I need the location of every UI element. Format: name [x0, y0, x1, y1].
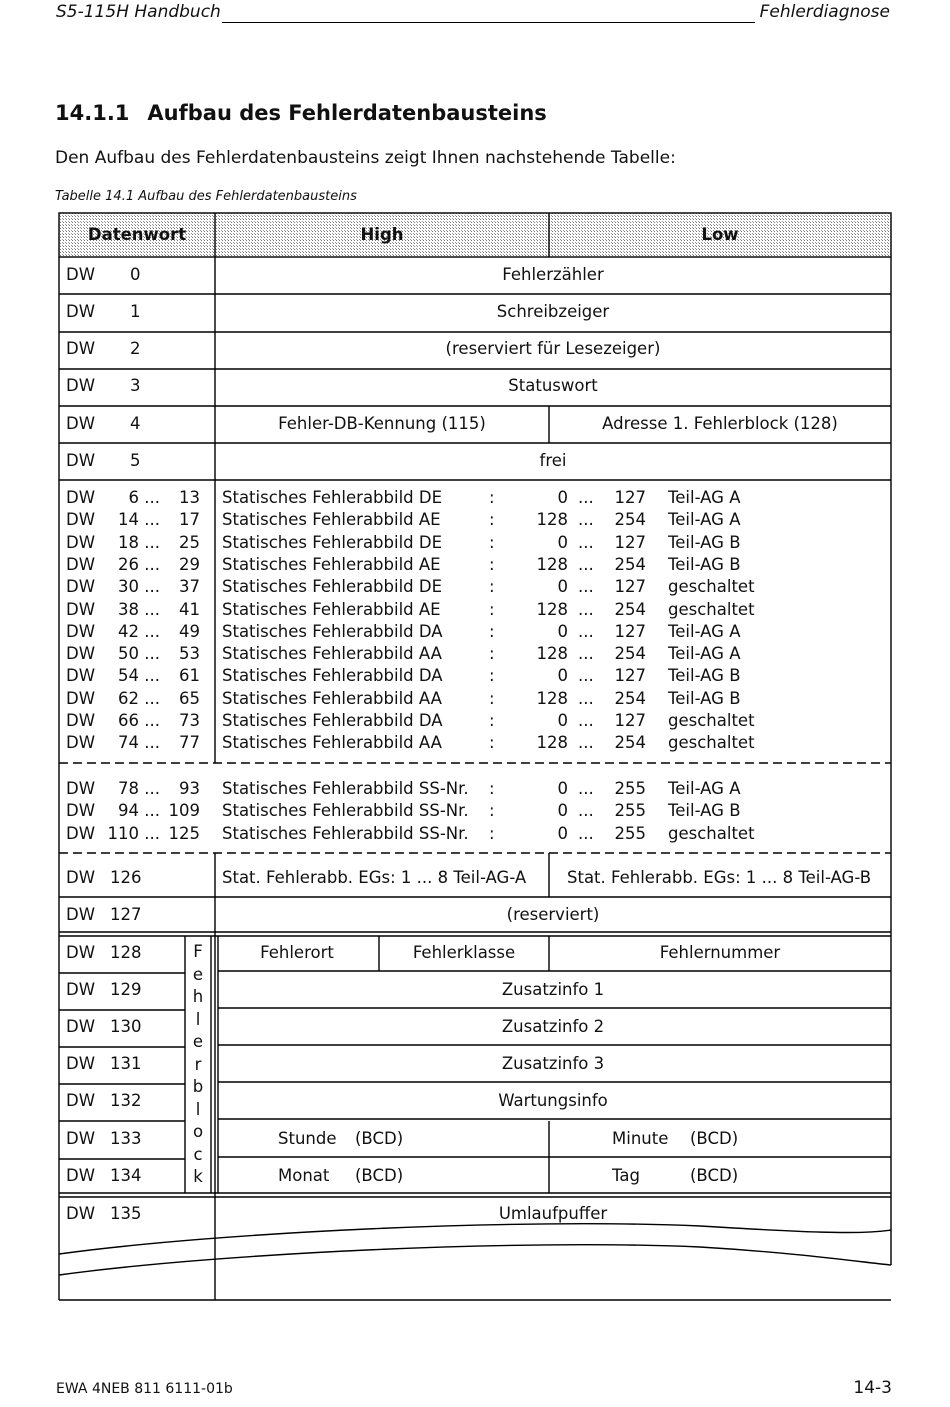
dw-label: DW: [66, 414, 96, 433]
row-text: Statuswort: [508, 376, 598, 395]
dw-number: 1: [130, 302, 141, 321]
dw-range-from: 54 ...: [118, 666, 160, 686]
dw-label: DW: [66, 451, 96, 470]
dw-range-from: 26 ...: [118, 554, 160, 574]
part-label: geschaltet: [668, 733, 755, 753]
dw-range-from: 18 ...: [118, 532, 160, 552]
vertical-letter: h: [192, 987, 204, 1006]
vertical-letter: o: [192, 1122, 204, 1141]
separator-colon: :: [489, 779, 495, 798]
dw-label: DW: [66, 510, 96, 530]
range-end: 254: [614, 644, 646, 664]
image-name: Statisches Fehlerabbild AA: [222, 733, 442, 753]
row-text: Schreibzeiger: [496, 302, 610, 321]
dw-label: DW: [66, 532, 96, 552]
dw-label: DW: [66, 599, 96, 619]
separator-colon: :: [489, 666, 495, 686]
separator-colon: :: [489, 510, 495, 530]
dw-number: 2: [130, 339, 141, 358]
dw-label: DW: [66, 376, 96, 395]
low-unit: (BCD): [690, 1166, 739, 1185]
image-name: Statisches Fehlerabbild DA: [222, 621, 443, 641]
vertical-letter: l: [195, 1009, 201, 1029]
dw-label: DW: [66, 823, 96, 843]
header-title: S5-115H Handbuch: [56, 2, 221, 22]
range-dots: ...: [578, 666, 594, 686]
range-dots: ...: [578, 733, 594, 753]
dw-number: 130: [110, 1017, 142, 1036]
dw-range-to: 53: [179, 644, 200, 664]
dw-label: DW: [66, 621, 96, 641]
image-name: Statisches Fehlerabbild DE: [222, 488, 443, 507]
separator-colon: :: [489, 801, 495, 821]
vertical-letter: c: [193, 1144, 203, 1164]
part-label: Teil-AG A: [668, 779, 741, 798]
range-dots: ...: [578, 532, 594, 552]
dw-range-to: 13: [179, 488, 200, 507]
dw-range-from: 42 ...: [118, 621, 160, 641]
dw-range-from: 78 ...: [118, 779, 160, 798]
range-start: 0: [557, 577, 568, 597]
dw-range-from: 66 ...: [118, 711, 160, 730]
image-name: Statisches Fehlerabbild DE: [222, 577, 443, 597]
low-label: Tag: [612, 1166, 640, 1185]
dw-range-to: 93: [179, 779, 200, 798]
separator-colon: :: [489, 733, 495, 753]
separator-colon: :: [489, 488, 495, 507]
range-dots: ...: [578, 621, 594, 641]
part-label: Teil-AG A: [668, 510, 741, 530]
range-start: 0: [557, 666, 568, 686]
dw-number: 126: [110, 868, 142, 887]
range-start: 128: [536, 644, 568, 664]
range-end: 127: [614, 666, 646, 686]
dw-label: DW: [66, 1129, 96, 1148]
low-unit: (BCD): [690, 1129, 739, 1148]
vertical-letter: F: [193, 942, 203, 961]
range-dots: ...: [578, 488, 594, 507]
dw-label: DW: [66, 339, 96, 358]
range-start: 128: [536, 554, 568, 574]
dw-label: DW: [66, 943, 96, 962]
row-text: (reserviert): [506, 905, 600, 924]
vertical-letter: r: [194, 1054, 202, 1074]
range-start: 0: [557, 801, 568, 821]
separator-colon: :: [489, 532, 495, 552]
header-high: High: [360, 225, 404, 244]
part-label: geschaltet: [668, 711, 755, 730]
dw-range-from: 38 ...: [118, 599, 160, 619]
row-text: Umlaufpuffer: [498, 1204, 608, 1223]
range-end: 255: [614, 779, 646, 798]
range-start: 0: [557, 711, 568, 730]
separator-colon: :: [489, 599, 495, 619]
image-name: Statisches Fehlerabbild AA: [222, 688, 442, 708]
part-label: Teil-AG A: [668, 621, 741, 641]
dw-label: DW: [66, 577, 96, 597]
dw-label: DW: [66, 265, 96, 284]
dw-number: 0: [130, 265, 141, 284]
row-low: Adresse 1. Fehlerblock (128): [602, 414, 838, 433]
range-start: 0: [557, 532, 568, 552]
part-label: geschaltet: [668, 577, 755, 597]
dw-label: DW: [66, 666, 96, 686]
image-name: Statisches Fehlerabbild SS-Nr.: [222, 801, 469, 821]
range-end: 255: [614, 801, 646, 821]
dw-range-to: 29: [179, 554, 200, 574]
separator-colon: :: [489, 554, 495, 574]
row-text: Zusatzinfo 2: [501, 1017, 605, 1036]
footer-doc-id: EWA 4NEB 811 6111-01b: [56, 1381, 233, 1397]
header-datenwort: Datenwort: [87, 225, 187, 244]
part-label: Teil-AG A: [668, 488, 741, 507]
range-start: 0: [557, 621, 568, 641]
dw-label: DW: [66, 980, 96, 999]
dw-range-to: 49: [179, 621, 200, 641]
fehlerklasse-cell: Fehlerklasse: [412, 943, 516, 962]
separator-colon: :: [489, 823, 495, 843]
part-label: Teil-AG B: [668, 554, 741, 574]
row-text: frei: [539, 451, 567, 470]
dw-label: DW: [66, 1166, 96, 1185]
high-unit: (BCD): [355, 1129, 404, 1148]
range-end: 127: [614, 532, 646, 552]
dw-range-to: 25: [179, 532, 200, 552]
range-end: 254: [614, 688, 646, 708]
dw-range-to: 125: [168, 823, 200, 843]
range-dots: ...: [578, 779, 594, 798]
dw-range-from: 110 ...: [107, 823, 160, 843]
separator-colon: :: [489, 621, 495, 641]
image-name: Statisches Fehlerabbild DA: [222, 711, 443, 730]
section-title-text: Aufbau des Fehlerdatenbausteins: [147, 101, 547, 125]
dw-label: DW: [66, 644, 96, 664]
range-end: 254: [614, 733, 646, 753]
fehlerort-cell: Fehlerort: [260, 943, 334, 962]
row-text: Fehlerzähler: [502, 265, 604, 284]
dw-range-to: 77: [179, 733, 200, 753]
range-end: 254: [614, 554, 646, 574]
range-dots: ...: [578, 644, 594, 664]
low-label: Minute: [612, 1129, 669, 1148]
range-start: 0: [557, 823, 568, 843]
row-text: Zusatzinfo 1: [501, 980, 605, 999]
high-label: Stunde: [278, 1129, 337, 1148]
row-high: Fehler-DB-Kennung (115): [278, 414, 486, 433]
range-dots: ...: [578, 801, 594, 821]
vertical-letter: l: [195, 1099, 201, 1119]
row-text: Wartungsinfo: [498, 1091, 608, 1110]
dw-range-from: 74 ...: [118, 733, 160, 753]
row-low: Stat. Fehlerabb. EGs: 1 ... 8 Teil-AG-B: [567, 868, 872, 887]
range-dots: ...: [578, 823, 594, 843]
row-text: (reserviert für Lesezeiger): [445, 339, 661, 358]
dw-range-from: 50 ...: [118, 644, 160, 664]
image-name: Statisches Fehlerabbild AA: [222, 644, 442, 664]
range-end: 127: [614, 711, 646, 730]
image-name: Statisches Fehlerabbild DA: [222, 666, 443, 686]
separator-colon: :: [489, 688, 495, 708]
dw-range-to: 109: [168, 801, 200, 821]
dw-range-from: 6 ...: [128, 488, 160, 507]
dw-label: DW: [66, 1091, 96, 1110]
vertical-letter: b: [192, 1077, 204, 1096]
section-number: 14.1.1: [55, 101, 130, 125]
dw-label: DW: [66, 1204, 96, 1223]
image-name: Statisches Fehlerabbild AE: [222, 599, 441, 619]
range-start: 128: [536, 688, 568, 708]
dw-number: 3: [130, 376, 141, 395]
page-number: 14-3: [853, 1378, 892, 1398]
part-label: Teil-AG B: [668, 532, 741, 552]
dw-range-to: 41: [179, 599, 200, 619]
dw-number: 4: [130, 414, 141, 433]
range-end: 127: [614, 621, 646, 641]
dw-number: 131: [110, 1054, 142, 1073]
image-name: Statisches Fehlerabbild DE: [222, 532, 443, 552]
dw-label: DW: [66, 868, 96, 887]
part-label: Teil-AG A: [668, 644, 741, 664]
image-name: Statisches Fehlerabbild SS-Nr.: [222, 823, 469, 843]
dw-number: 134: [110, 1166, 142, 1185]
part-label: Teil-AG B: [668, 801, 741, 821]
table-caption: Tabelle 14.1 Aufbau des Fehlerdatenbausteins: [55, 189, 357, 204]
high-label: Monat: [278, 1166, 330, 1185]
range-dots: ...: [578, 554, 594, 574]
dw-range-to: 17: [179, 510, 200, 530]
image-name: Statisches Fehlerabbild SS-Nr.: [222, 779, 469, 798]
intro-paragraph: Den Aufbau des Fehlerdatenbausteins zeigt Ihnen nachstehende Tabelle:: [55, 148, 676, 168]
separator-colon: :: [489, 711, 495, 730]
dw-number: 5: [130, 451, 141, 470]
range-end: 127: [614, 577, 646, 597]
dw-range-from: 62 ...: [118, 688, 160, 708]
dw-number: 128: [110, 943, 142, 962]
dw-range-to: 65: [179, 688, 200, 708]
dw-label: DW: [66, 554, 96, 574]
range-start: 0: [557, 488, 568, 507]
range-start: 0: [557, 779, 568, 798]
dw-label: DW: [66, 779, 96, 798]
range-dots: ...: [578, 599, 594, 619]
dw-label: DW: [66, 302, 96, 321]
vertical-letter: e: [192, 1032, 204, 1051]
dw-number: 135: [110, 1204, 142, 1223]
range-start: 128: [536, 510, 568, 530]
dw-label: DW: [66, 488, 96, 507]
dw-number: 127: [110, 905, 142, 924]
range-end: 254: [614, 599, 646, 619]
part-label: Teil-AG B: [668, 666, 741, 686]
vertical-letter: e: [192, 964, 204, 984]
vertical-letter: k: [193, 1167, 203, 1186]
high-unit: (BCD): [355, 1166, 404, 1185]
dw-label: DW: [66, 801, 96, 821]
dw-range-to: 37: [179, 577, 200, 597]
dw-number: 132: [110, 1091, 142, 1110]
separator-colon: :: [489, 644, 495, 664]
row-text: Zusatzinfo 3: [501, 1054, 605, 1073]
row-high: Stat. Fehlerabb. EGs: 1 ... 8 Teil-AG-A: [222, 868, 527, 887]
part-label: Teil-AG B: [668, 688, 741, 708]
dw-number: 129: [110, 980, 142, 999]
dw-range-to: 73: [179, 711, 200, 730]
range-end: 254: [614, 510, 646, 530]
part-label: geschaltet: [668, 823, 755, 843]
dw-label: DW: [66, 905, 96, 924]
dw-range-from: 94 ...: [118, 801, 160, 821]
dw-label: DW: [66, 1017, 96, 1036]
header-chapter: Fehlerdiagnose: [759, 2, 890, 22]
range-start: 128: [536, 733, 568, 753]
image-name: Statisches Fehlerabbild AE: [222, 554, 441, 574]
image-name: Statisches Fehlerabbild AE: [222, 510, 441, 530]
range-dots: ...: [578, 510, 594, 530]
header-low: Low: [701, 225, 739, 244]
dw-label: DW: [66, 688, 96, 708]
part-label: geschaltet: [668, 599, 755, 619]
dw-range-from: 14 ...: [118, 510, 160, 530]
range-end: 255: [614, 823, 646, 843]
dw-number: 133: [110, 1129, 142, 1148]
range-dots: ...: [578, 688, 594, 708]
dw-range-from: 30 ...: [118, 577, 160, 597]
fehlernummer-cell: Fehlernummer: [659, 943, 781, 962]
range-dots: ...: [578, 711, 594, 730]
separator-colon: :: [489, 577, 495, 597]
dw-label: DW: [66, 711, 96, 730]
dw-range-to: 61: [179, 666, 200, 686]
range-end: 127: [614, 488, 646, 507]
range-start: 128: [536, 599, 568, 619]
dw-label: DW: [66, 733, 96, 753]
dw-label: DW: [66, 1054, 96, 1073]
range-dots: ...: [578, 577, 594, 597]
